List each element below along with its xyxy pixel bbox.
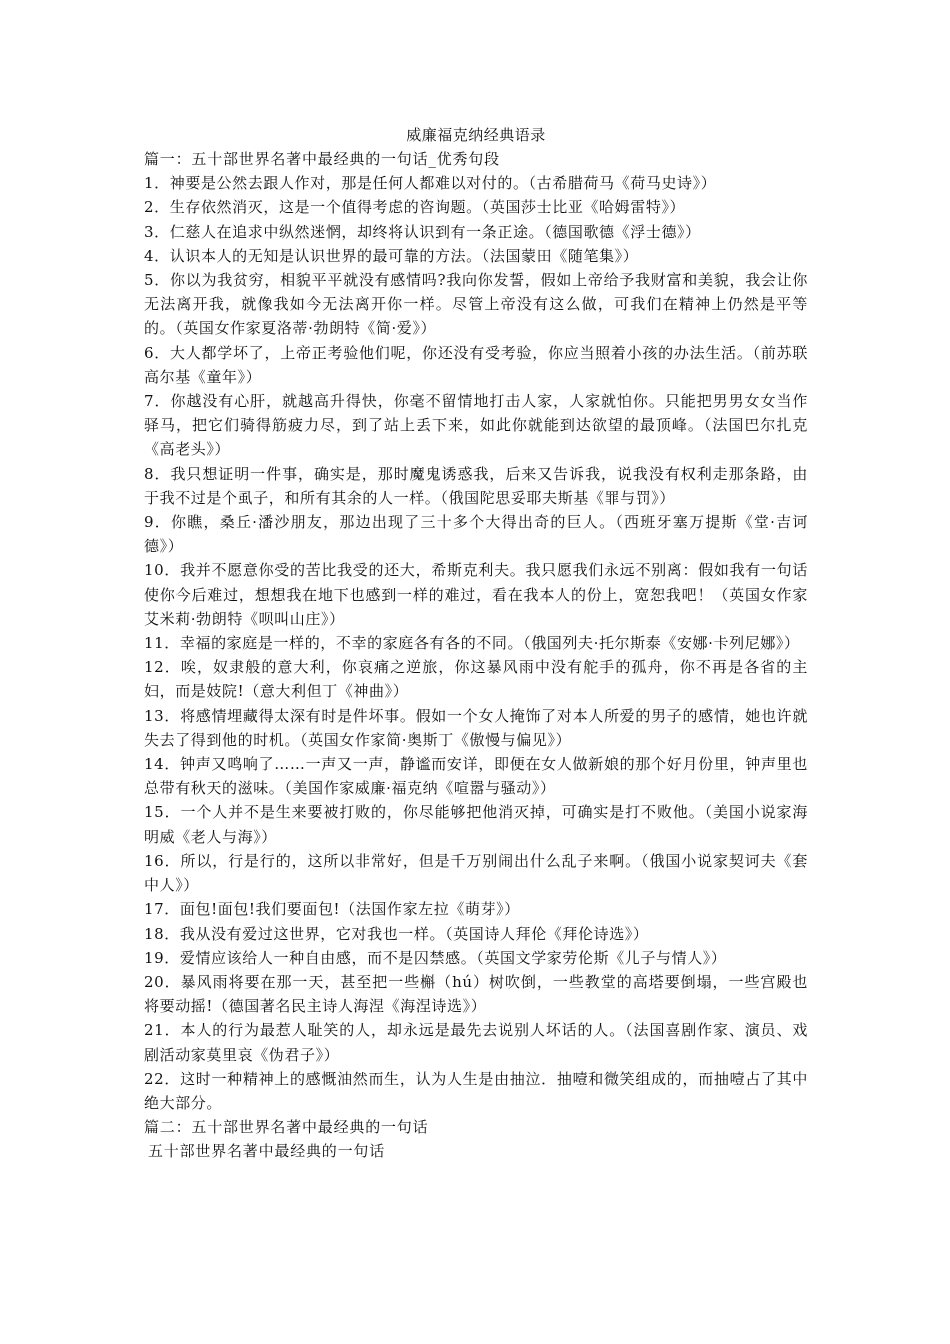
quote-item: 8．我只想证明一件事，确实是，那时魔鬼诱惑我，后来又告诉我，说我没有权利走那条路，由于我不过是个虱子，和所有其余的人一样。（俄国陀思妥耶夫斯基《罪与罚》） [144, 464, 808, 507]
section-heading-2: 篇二：五十部世界名著中最经典的一句话 [144, 1118, 429, 1137]
quote-item: 7．你越没有心肝，就越高升得快，你毫不留情地打击人家，人家就怕你。只能把男男女女当作驿马，把它们骑得筋疲力尽，到了站上丢下来，如此你就能到达欲望的最顶峰。（法国巴尔扎克《高老头》） [144, 392, 808, 459]
quote-item: 3．仁慈人在追求中纵然迷惘，却终将认识到有一条正途。（德国歌德《浮士德》） [144, 222, 701, 241]
section-heading-1: 篇一：五十部世界名著中最经典的一句话_优秀句段 [144, 150, 500, 168]
quote-item: 11．幸福的家庭是一样的，不幸的家庭各有各的不同。（俄国列夫·托尔斯泰《安娜·卡列尼娜》） [144, 634, 800, 653]
quote-item: 4．认识本人的无知是认识世界的最可靠的方法。（法国蒙田《随笔集》） [144, 246, 639, 265]
quote-item: 19．爱情应该给人一种自由感，而不是囚禁感。（英国文学家劳伦斯《儿子与情人》） [144, 948, 727, 967]
quote-item: 16．所以，行是行的，这所以非常好，但是千万别闹出什么乱子来啊。（俄国小说家契诃夫《套中人》） [144, 851, 808, 895]
quote-item: 18．我从没有爱过这世界，它对我也一样。（英国诗人拜伦《拜伦诗选》） [144, 924, 649, 943]
document-page [144, 123, 808, 1164]
quote-item: 17．面包!面包!我们要面包!（法国作家左拉《萌芽》） [144, 900, 520, 919]
quote-item: 15．一个人并不是生来要被打败的，你尽能够把他消灭掉，可确实是打不败他。（美国小说家海明威《老人与海》） [144, 803, 808, 846]
quote-item: 20．暴风雨将要在那一天，甚至把一些槲（hú）树吹倒，一些教堂的高塔要倒塌，一些宫殿也将要动摇!（德国著名民主诗人海涅《海涅诗选》） [144, 972, 808, 1016]
quote-item: 2．生存依然消灭，这是一个值得考虑的咨询题。（英国莎士比亚《哈姆雷特》） [144, 198, 686, 217]
quote-item: 13．将感情埋藏得太深有时是件坏事。假如一个女人掩饰了对本人所爱的男子的感情，她也许就失去了得到他的时机。（英国女作家简·奥斯丁《傲慢与偏见》） [144, 706, 808, 749]
quote-item: 21．本人的行为最惹人耻笑的人，却永远是最先去说别人坏话的人。（法国喜剧作家、演员、戏剧活动家莫里哀《伪君子》） [144, 1021, 808, 1064]
quote-item: 10．我并不愿意你受的苦比我受的还大，希斯克利夫。我只愿我们永远不别离：假如我有一句话使你今后难过，想想我在地下也感到一样的难过，看在我本人的份上，宽恕我吧！（英国女作家艾米莉·勃朗特《呗叫山庄》） [144, 561, 808, 628]
quote-item: 22．这时一种精神上的感慨油然而生，认为人生是由抽泣．抽噎和微笑组成的，而抽噎占了其中绝大部分。 [144, 1069, 808, 1112]
section-subheading-2: 五十部世界名著中最经典的一句话 [148, 1142, 386, 1161]
quote-item: 12．唉，奴隶般的意大利，你哀痛之逆旅，你这暴风雨中没有舵手的孤舟，你不再是各省的主妇，而是妓院!（意大利但丁《神曲》） [144, 658, 808, 701]
quote-item: 5．你以为我贫穷，相貌平平就没有感情吗?我向你发誓，假如上帝给予我财富和美貌，我会让你无法离开我，就像我如今无法离开你一样。尽管上帝没有这么做，可我们在精神上仍然是平等的。（英国女作家夏洛蒂·勃朗特《简·爱》） [144, 271, 808, 338]
quote-item: 6．大人都学坏了，上帝正考验他们呢，你还没有受考验，你应当照着小孩的办法生活。（前苏联高尔基《童年》） [144, 343, 808, 386]
quote-item: 1．神要是公然去跟人作对，那是任何人都难以对付的。（古希腊荷马《荷马史诗》） [144, 174, 717, 193]
quote-item: 14．钟声又鸣响了……一声又一声，静谧而安详，即便在女人做新娘的那个好月份里，钟声里也总带有秋天的滋味。（美国作家威廉·福克纳《喧嚣与骚动》） [144, 755, 808, 798]
quote-list [144, 171, 808, 1115]
quote-item: 9．你瞧，桑丘·潘沙朋友，那边出现了三十多个大得出奇的巨人。（西班牙塞万提斯《堂·吉诃德》） [144, 513, 808, 556]
document-title: 威廉福克纳经典语录 [406, 126, 546, 144]
